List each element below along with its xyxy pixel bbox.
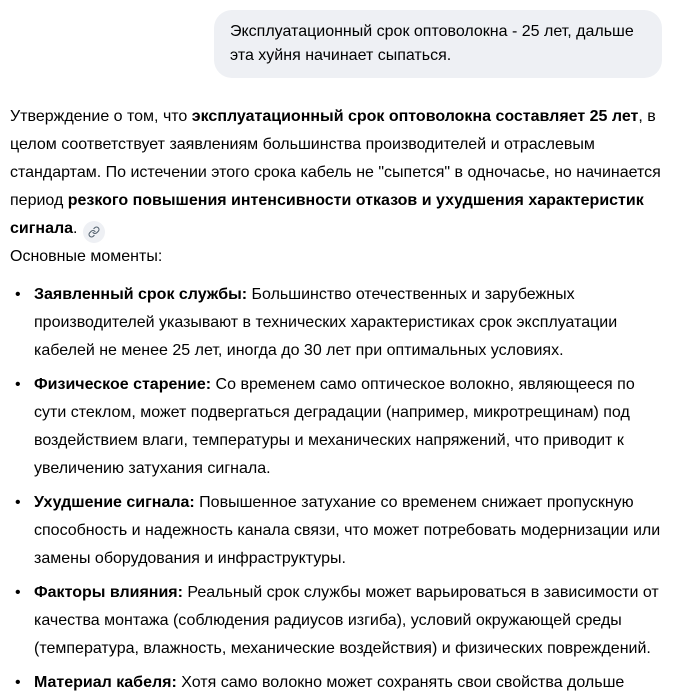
bullet-item: • Физическое старение: Со временем само оптическое волокно, являющееся по сути стеклом, может подвергаться деградации (например, микротрещинам) под воздействием влаги, температуры и механических напряжений, что приводит к увеличению затухания сигнала.: [34, 371, 663, 483]
user-message-text: Эксплуатационный срок оптоволокна - 25 лет, дальше эта хуйня начинает сыпаться.: [230, 23, 634, 64]
bullet-item-label: Факторы влияния:: [34, 584, 183, 601]
assistant-intro-paragraph: [10, 103, 663, 243]
link-icon: [88, 226, 100, 238]
bullet-item: • Факторы влияния: Реальный срок службы может варьироваться в зависимости от качества монтажа (соблюдения радиусов изгиба), условий окружающей среды (температура, влажность, механические воздействия) и физических повреждений.: [34, 579, 663, 663]
bullet-item-label: Заявленный срок службы:: [34, 286, 248, 303]
bullet-item-label: Ухудшение сигнала:: [34, 494, 195, 511]
bullet-item-label: Физическое старение:: [34, 376, 212, 393]
assistant-message: [10, 103, 663, 697]
user-message-bubble: [214, 10, 662, 78]
key-points-heading: Основные моменты:: [10, 248, 163, 265]
bullet-item-label: Материал кабеля:: [34, 674, 177, 691]
user-message-row: [0, 10, 681, 78]
key-points-list: [10, 281, 663, 697]
assistant-intro-text: Утверждение о том, что эксплуатационный срок оптоволокна составляет 25 лет, в целом соответствует заявлениям большинства производителей и отраслевым стандартам. По истечении этого срока кабель не "сыпется" в одночасье, но начинается период резкого повышения интенсивности отказов и ухудшения характеристик сигнала.: [10, 108, 661, 237]
bullet-item: • Материал кабеля: Хотя само волокно может сохранять свои свойства дольше: [34, 669, 663, 697]
bullet-item: • Ухудшение сигнала: Повышенное затухание со временем снижает пропускную способность и надежность канала связи, что может потребовать модернизации или замены оборудования и инфраструктуры.: [34, 489, 663, 573]
bullet-item: • Заявленный срок службы: Большинство отечественных и зарубежных производителей указывают в технических характеристиках срок эксплуатации кабелей не менее 25 лет, иногда до 30 лет при оптимальных условиях.: [34, 281, 663, 365]
source-link-button[interactable]: [83, 221, 105, 243]
